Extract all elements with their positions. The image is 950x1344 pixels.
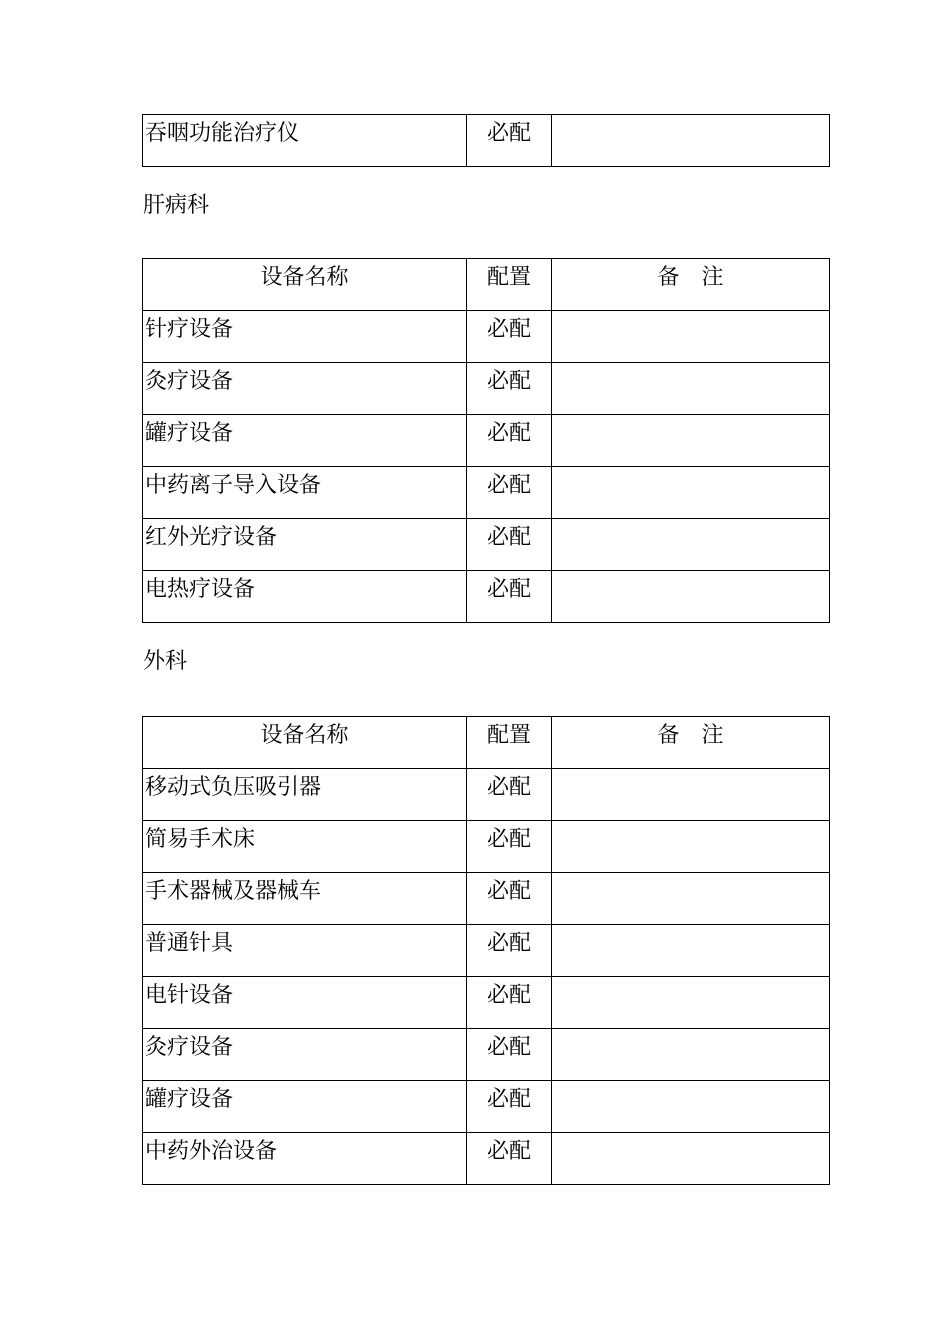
equipment-note: [552, 873, 830, 925]
equipment-note: [552, 769, 830, 821]
table-row: [143, 821, 830, 873]
equipment-name: 罐疗设备: [143, 415, 467, 467]
table-row: [143, 873, 830, 925]
table-header-row: [143, 717, 830, 769]
equipment-name: 移动式负压吸引器: [143, 769, 467, 821]
equipment-config: 必配: [467, 925, 552, 977]
equipment-name: 电热疗设备: [143, 571, 467, 623]
equipment-config: 必配: [467, 363, 552, 415]
equipment-name: 中药外治设备: [143, 1133, 467, 1185]
table-row: [143, 363, 830, 415]
equipment-config: 必配: [467, 571, 552, 623]
table-row: [143, 1081, 830, 1133]
table-row: [143, 467, 830, 519]
equipment-note: [552, 821, 830, 873]
equipment-config: 必配: [467, 821, 552, 873]
header-note: 备 注: [552, 259, 830, 311]
equipment-name: 简易手术床: [143, 821, 467, 873]
table-row: [143, 519, 830, 571]
equipment-config: 必配: [467, 977, 552, 1029]
equipment-name: 灸疗设备: [143, 1029, 467, 1081]
equipment-config: 必配: [467, 311, 552, 363]
equipment-note: [552, 415, 830, 467]
equipment-config: 必配: [467, 519, 552, 571]
equipment-note: [552, 571, 830, 623]
equipment-config: 必配: [467, 1133, 552, 1185]
equipment-config: 必配: [467, 415, 552, 467]
equipment-note: [552, 1133, 830, 1185]
equipment-name: 手术器械及器械车: [143, 873, 467, 925]
section-title-hepatology: 肝病科: [143, 193, 210, 218]
table-row: [143, 415, 830, 467]
surgery-equipment-table: [142, 716, 830, 1185]
table-row: [143, 1133, 830, 1185]
table-row: [143, 769, 830, 821]
table-row: [143, 925, 830, 977]
equipment-name: 吞咽功能治疗仪: [143, 115, 467, 167]
table-row: [143, 1029, 830, 1081]
top-equipment-table: [142, 114, 830, 167]
table-row: [143, 977, 830, 1029]
hepatology-equipment-table: [142, 258, 830, 623]
table-header-row: [143, 259, 830, 311]
equipment-name: 罐疗设备: [143, 1081, 467, 1133]
header-equipment-name: 设备名称: [143, 717, 467, 769]
table-row: [143, 311, 830, 363]
equipment-note: [552, 115, 830, 167]
equipment-name: 电针设备: [143, 977, 467, 1029]
section-title-surgery: 外科: [143, 649, 188, 674]
header-config: 配置: [467, 259, 552, 311]
equipment-note: [552, 363, 830, 415]
equipment-config: 必配: [467, 467, 552, 519]
equipment-name: 中药离子导入设备: [143, 467, 467, 519]
equipment-note: [552, 467, 830, 519]
equipment-name: 灸疗设备: [143, 363, 467, 415]
equipment-note: [552, 311, 830, 363]
header-equipment-name: 设备名称: [143, 259, 467, 311]
equipment-config: 必配: [467, 1081, 552, 1133]
equipment-config: 必配: [467, 1029, 552, 1081]
equipment-note: [552, 977, 830, 1029]
table-row: [143, 115, 830, 167]
equipment-note: [552, 519, 830, 571]
equipment-name: 红外光疗设备: [143, 519, 467, 571]
equipment-note: [552, 1029, 830, 1081]
equipment-note: [552, 1081, 830, 1133]
equipment-note: [552, 925, 830, 977]
header-note: 备 注: [552, 717, 830, 769]
equipment-config: 必配: [467, 115, 552, 167]
equipment-config: 必配: [467, 873, 552, 925]
table-row: [143, 571, 830, 623]
header-config: 配置: [467, 717, 552, 769]
equipment-config: 必配: [467, 769, 552, 821]
equipment-name: 普通针具: [143, 925, 467, 977]
equipment-name: 针疗设备: [143, 311, 467, 363]
